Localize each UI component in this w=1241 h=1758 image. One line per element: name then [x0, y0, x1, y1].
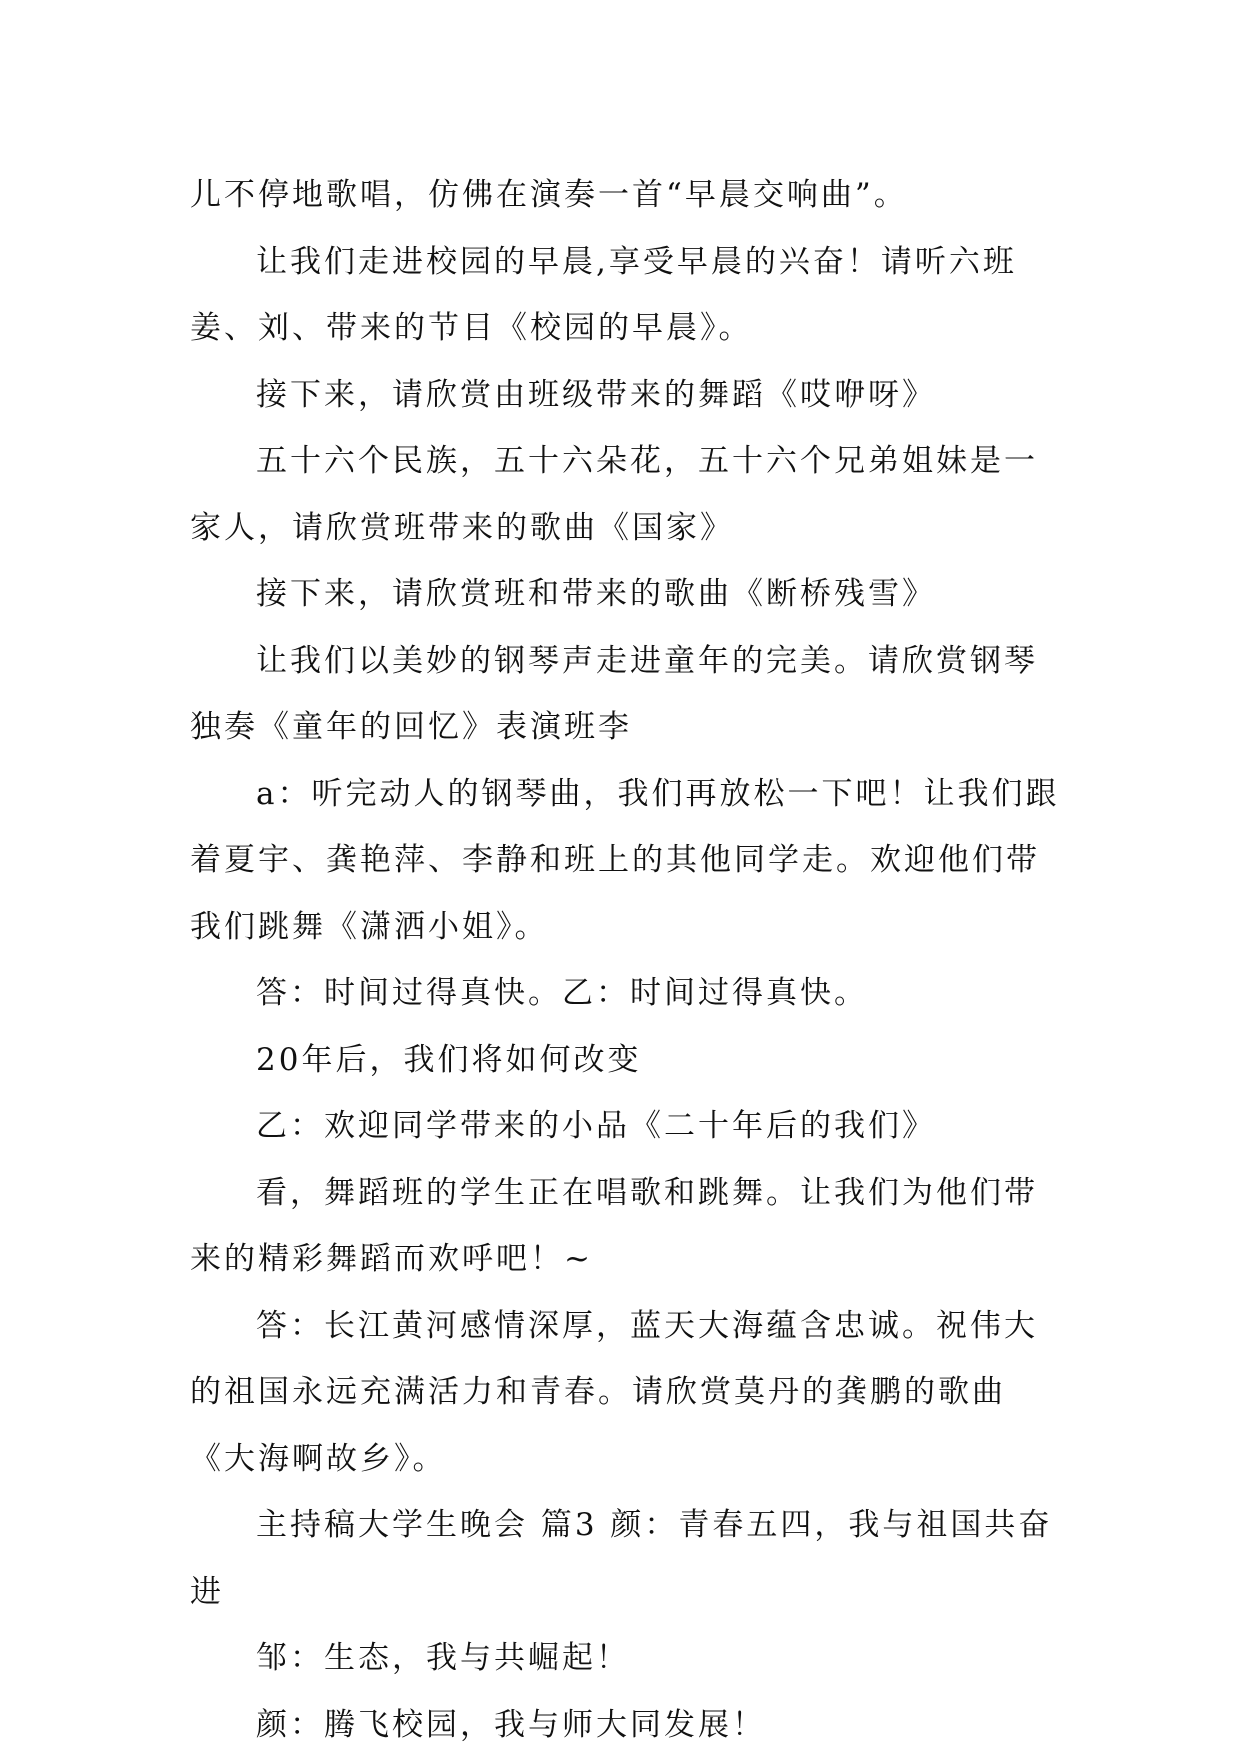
- paragraph: 接下来，请欣赏由班级带来的舞蹈《哎咿呀》: [190, 362, 1070, 429]
- paragraph: 儿不停地歌唱，仿佛在演奏一首“早晨交响曲”。: [190, 162, 1070, 229]
- paragraph: 邹：生态，我与共崛起！: [190, 1625, 1070, 1692]
- paragraph: 20年后，我们将如何改变: [190, 1027, 1070, 1094]
- paragraph: 五十六个民族，五十六朵花，五十六个兄弟姐妹是一家人，请欣赏班带来的歌曲《国家》: [190, 428, 1070, 561]
- paragraph: 让我们以美妙的钢琴声走进童年的完美。请欣赏钢琴独奏《童年的回忆》表演班李: [190, 628, 1070, 761]
- document-body: [190, 162, 1070, 1758]
- paragraph: 接下来，请欣赏班和带来的歌曲《断桥残雪》: [190, 561, 1070, 628]
- paragraph: 看，舞蹈班的学生正在唱歌和跳舞。让我们为他们带来的精彩舞蹈而欢呼吧！~: [190, 1160, 1070, 1293]
- paragraph: 颜：腾飞校园，我与师大同发展！: [190, 1692, 1070, 1758]
- paragraph: 让我们走进校园的早晨,享受早晨的兴奋！请听六班姜、刘、带来的节目《校园的早晨》。: [190, 229, 1070, 362]
- paragraph: a：听完动人的钢琴曲，我们再放松一下吧！让我们跟着夏宇、龚艳萍、李静和班上的其他同学走。欢迎他们带我们跳舞《潇洒小姐》。: [190, 761, 1070, 961]
- section-heading-paragraph: 主持稿大学生晚会 篇3 颜：青春五四，我与祖国共奋进: [190, 1492, 1070, 1625]
- paragraph: 答：长江黄河感情深厚，蓝天大海蕴含忠诚。祝伟大的祖国永远充满活力和青春。请欣赏莫丹的龚鹏的歌曲《大海啊故乡》。: [190, 1293, 1070, 1493]
- paragraph: 答：时间过得真快。乙：时间过得真快。: [190, 960, 1070, 1027]
- paragraph: 乙：欢迎同学带来的小品《二十年后的我们》: [190, 1093, 1070, 1160]
